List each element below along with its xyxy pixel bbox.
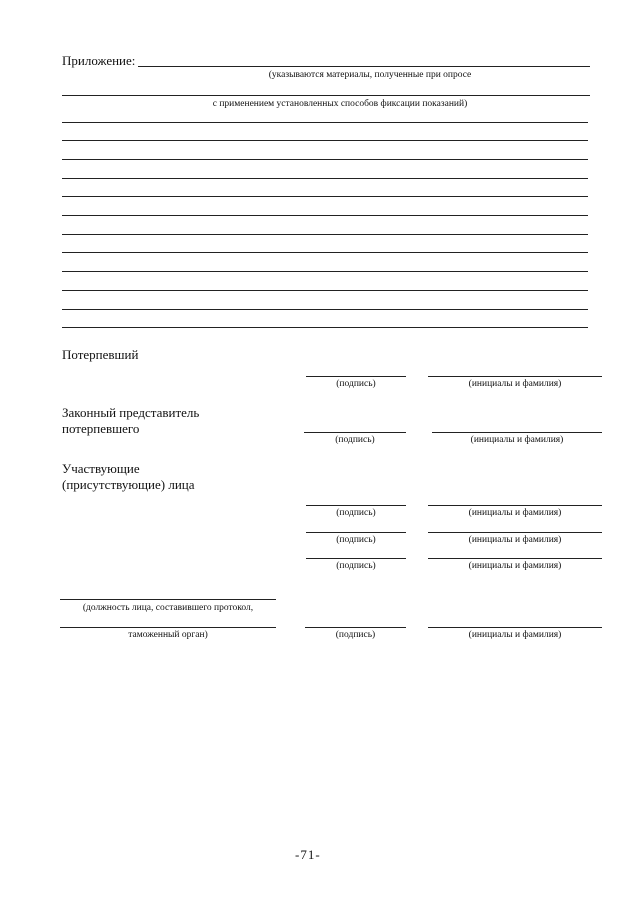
representative-name-line [432, 432, 602, 433]
participant-name-line [428, 532, 602, 533]
appendix-fill-line [62, 95, 590, 96]
participant-name-caption: (инициалы и фамилия) [468, 508, 562, 518]
officer-position-line [60, 599, 276, 600]
blank-line [62, 196, 588, 197]
appendix-hint-2: с применением установленных способов фиксации показаний) [212, 99, 468, 109]
victim-signature-caption: (подпись) [336, 379, 376, 389]
participant-signature-caption: (подпись) [336, 535, 376, 545]
victim-name-caption: (инициалы и фамилия) [468, 379, 562, 389]
appendix-hint-1: (указываются материалы, полученные при опросе [268, 70, 472, 80]
representative-signature-line [304, 432, 406, 433]
blank-line [62, 309, 588, 310]
representative-signature-caption: (подпись) [335, 435, 375, 445]
page-number: -71- [295, 847, 321, 862]
participant-signature-line [306, 532, 406, 533]
representative-name-caption: (инициалы и фамилия) [470, 435, 564, 445]
blank-line [62, 122, 588, 123]
representative-label-1: Законный представитель [62, 405, 200, 420]
participant-signature-caption: (подпись) [336, 508, 376, 518]
victim-name-line [428, 376, 602, 377]
appendix-label: Приложение: [62, 53, 136, 68]
blank-line [62, 159, 588, 160]
officer-caption-2: таможенный орган) [128, 630, 208, 640]
participant-name-line [428, 558, 602, 559]
victim-signature-line [306, 376, 406, 377]
participants-label-1: Участвующие [62, 461, 140, 476]
participant-signature-line [306, 558, 406, 559]
participant-signature-caption: (подпись) [336, 561, 376, 571]
participant-name-caption: (инициалы и фамилия) [468, 535, 562, 545]
officer-name-line [428, 627, 602, 628]
blank-line [62, 252, 588, 253]
blank-line [62, 290, 588, 291]
blank-line [62, 140, 588, 141]
officer-caption-1: (должность лица, составившего протокол, [82, 603, 254, 613]
victim-label: Потерпевший [62, 347, 139, 362]
blank-line [62, 178, 588, 179]
representative-label-2: потерпевшего [62, 421, 140, 436]
officer-signature-caption: (подпись) [335, 630, 376, 640]
blank-line [62, 271, 588, 272]
blank-line [62, 327, 588, 328]
officer-position-line [60, 627, 276, 628]
participant-name-line [428, 505, 602, 506]
officer-signature-line [305, 627, 406, 628]
appendix-fill-line [138, 66, 590, 67]
participant-signature-line [306, 505, 406, 506]
participant-name-caption: (инициалы и фамилия) [468, 561, 562, 571]
officer-name-caption: (инициалы и фамилия) [468, 630, 562, 640]
participants-label-2: (присутствующие) лица [62, 477, 195, 492]
blank-line [62, 215, 588, 216]
blank-line [62, 234, 588, 235]
